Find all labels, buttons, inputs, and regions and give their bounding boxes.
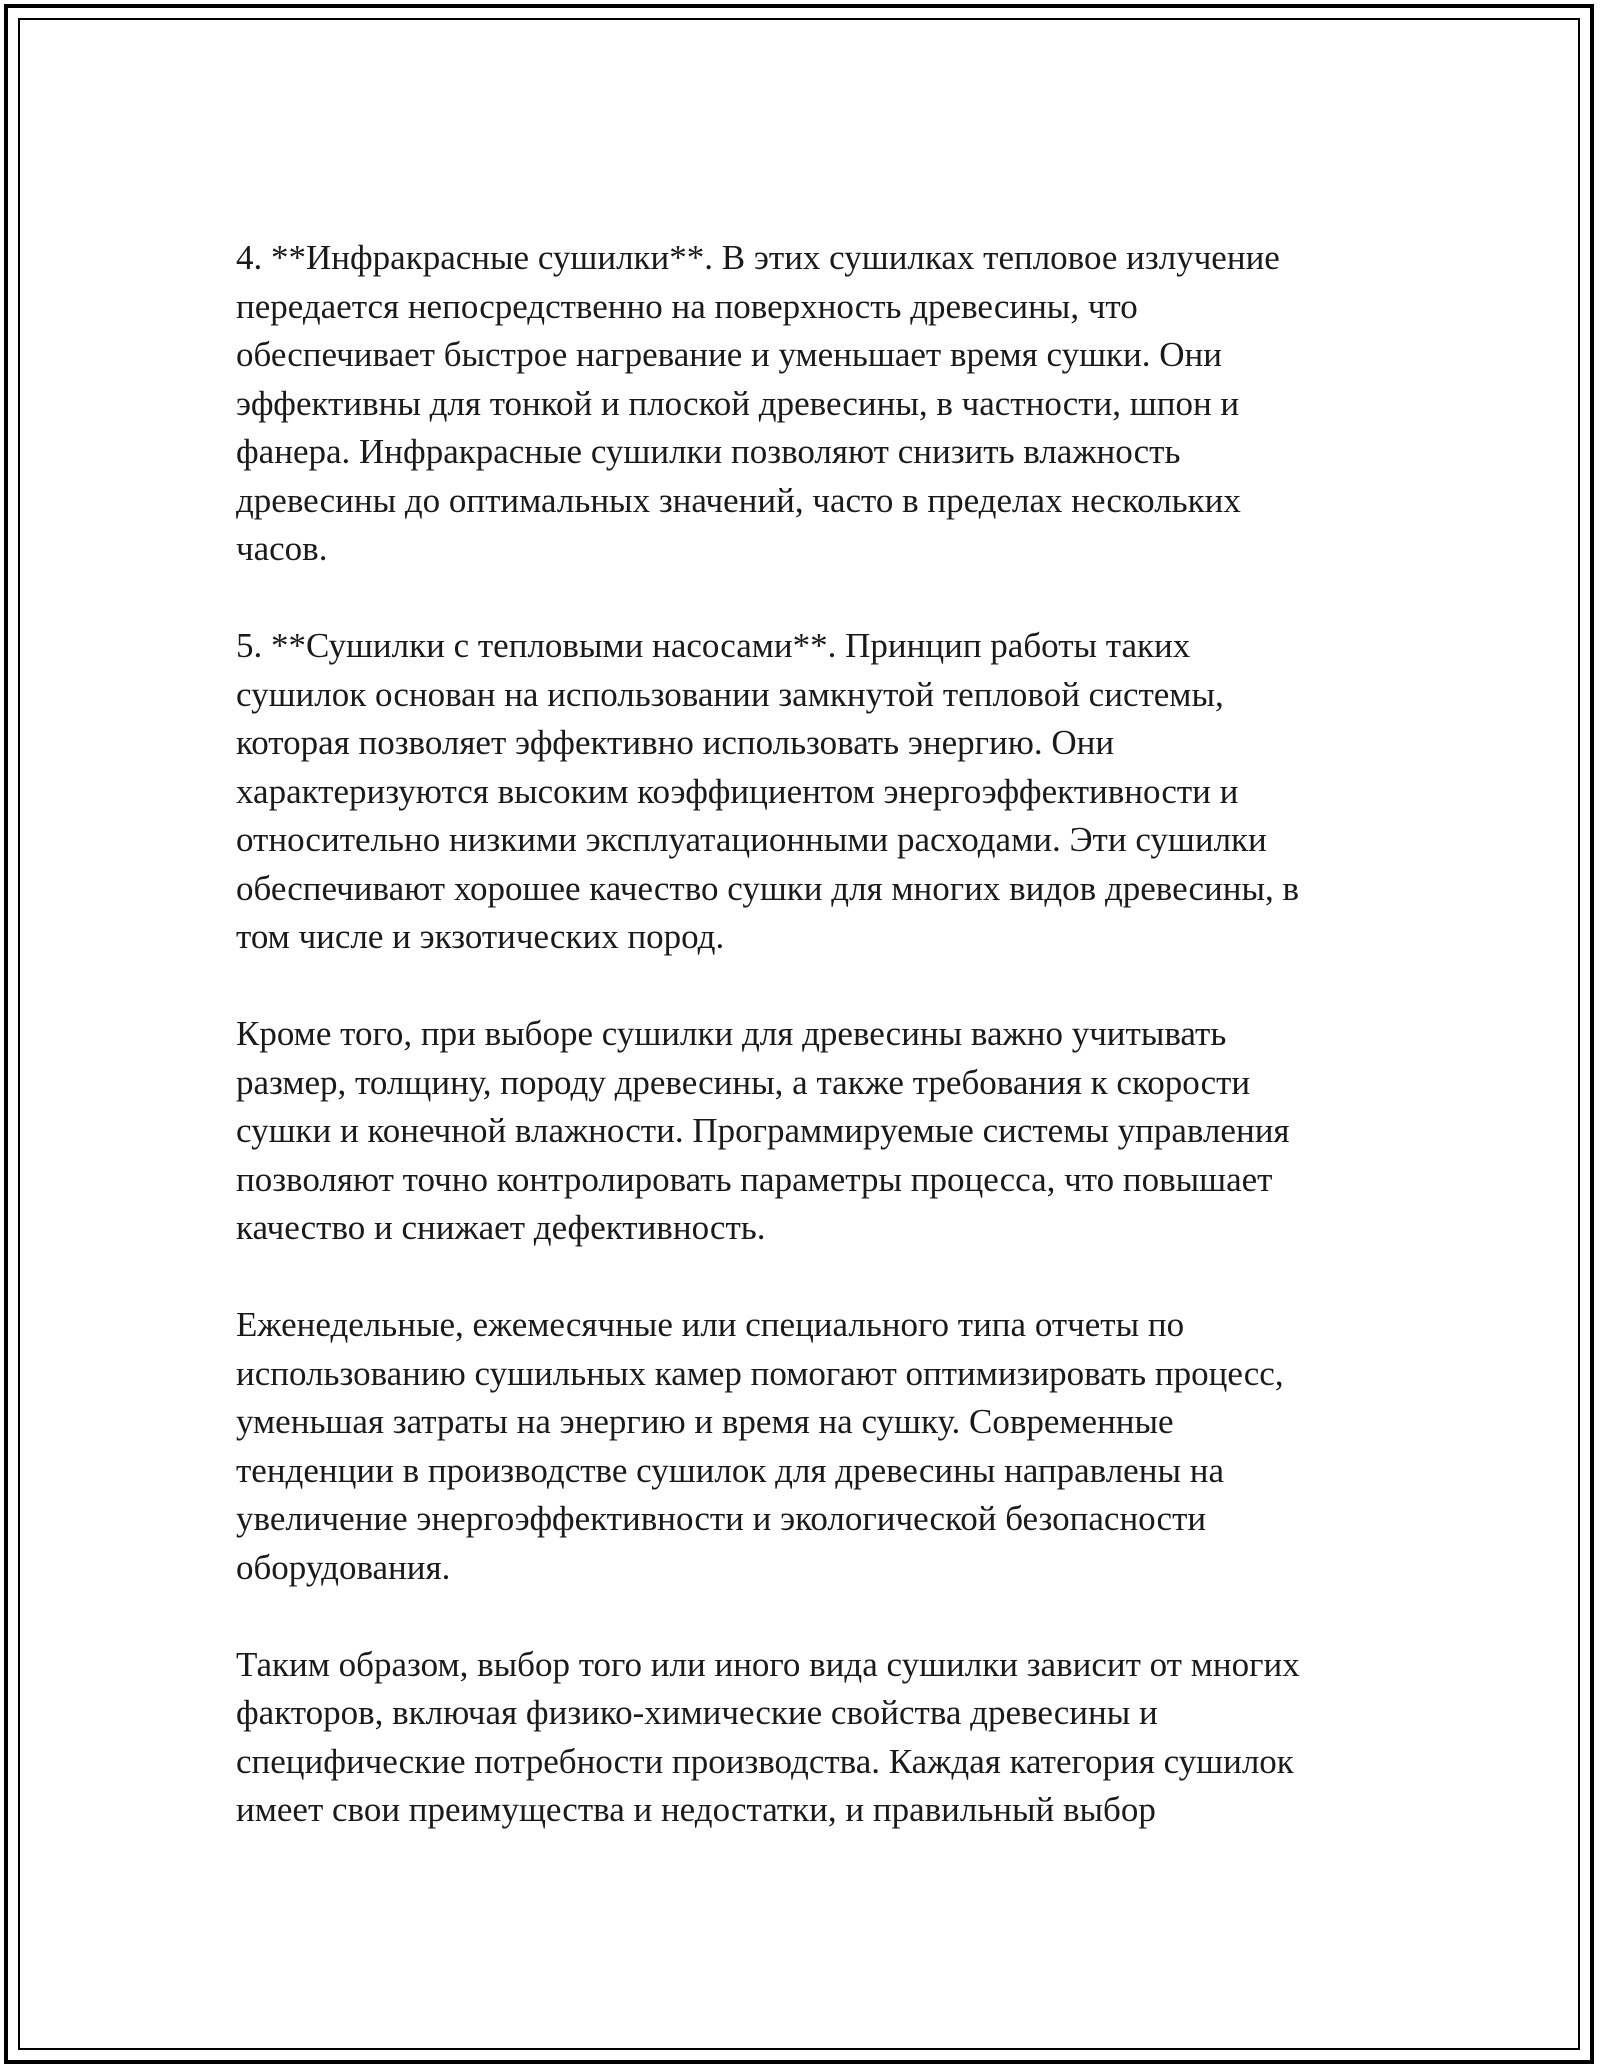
text-line: фанера. Инфракрасные сушилки позволяют снизить влажность	[236, 432, 1181, 471]
text-line: которая позволяет эффективно использовать энергию. Они	[236, 723, 1115, 762]
paragraph-selection-criteria	[236, 1010, 1376, 1253]
text-line: обеспечивает быстрое нагревание и уменьшает время сушки. Они	[236, 335, 1222, 374]
paragraph-conclusion	[236, 1641, 1376, 1835]
text-line: 5. **Сушилки с тепловыми насосами**. Принцип работы таких	[236, 626, 1191, 665]
paragraph-heat-pump-dryers	[236, 622, 1376, 962]
text-line: специфические потребности производства. Каждая категория сушилок	[236, 1741, 1294, 1781]
text-line: сушилок основан на использовании замкнутой тепловой системы,	[236, 674, 1224, 714]
text-line: размер, толщину, породу древесины, а также требования к скорости	[236, 1062, 1251, 1102]
text-line: часов.	[236, 529, 328, 568]
paragraph-infrared-dryers	[236, 234, 1376, 574]
text-line: древесины до оптимальных значений, часто в пределах нескольких	[236, 480, 1241, 520]
paragraph-reports	[236, 1301, 1376, 1592]
text-line: обеспечивают хорошее качество сушки для многих видов древесины, в	[236, 868, 1300, 908]
text-line: оборудования.	[236, 1547, 451, 1587]
text-line: Кроме того, при выборе сушилки для древесины важно учитывать	[236, 1014, 1227, 1053]
text-line: Таким образом, выбор того или иного вида сушилки зависит от многих	[236, 1644, 1300, 1684]
text-line: Еженедельные, ежемесячные или специального типа отчеты по	[236, 1305, 1185, 1344]
text-line: сушки и конечной влажности. Программируемые системы управления	[236, 1111, 1290, 1150]
document-body	[236, 234, 1376, 1835]
text-line: передается непосредственно на поверхность древесины, что	[236, 286, 1138, 326]
text-line: относительно низкими эксплуатационными расходами. Эти сушилки	[236, 820, 1267, 859]
text-line: 4. **Инфракрасные сушилки**. В этих сушилках тепловое излучение	[236, 238, 1280, 277]
text-line: увеличение энергоэффективности и экологической безопасности	[236, 1499, 1207, 1538]
text-line: характеризуются высоким коэффициентом энергоэффективности и	[236, 771, 1239, 811]
text-line: позволяют точно контролировать параметры процесса, что повышает	[236, 1159, 1273, 1199]
text-line: эффективны для тонкой и плоской древесины, в частности, шпон и	[236, 383, 1240, 423]
text-line: уменьшая затраты на энергию и время на сушку. Современные	[236, 1402, 1174, 1441]
text-line: качество и снижает дефективность.	[236, 1208, 766, 1247]
text-line: использованию сушильных камер помогают оптимизировать процесс,	[236, 1353, 1284, 1393]
text-line: том числе и экзотических пород.	[236, 917, 725, 956]
text-line: имеет свои преимущества и недостатки, и правильный выбор	[236, 1790, 1156, 1829]
text-line: факторов, включая физико-химические свойства древесины и	[236, 1693, 1158, 1732]
text-line: тенденции в производстве сушилок для древесины направлены на	[236, 1450, 1224, 1490]
